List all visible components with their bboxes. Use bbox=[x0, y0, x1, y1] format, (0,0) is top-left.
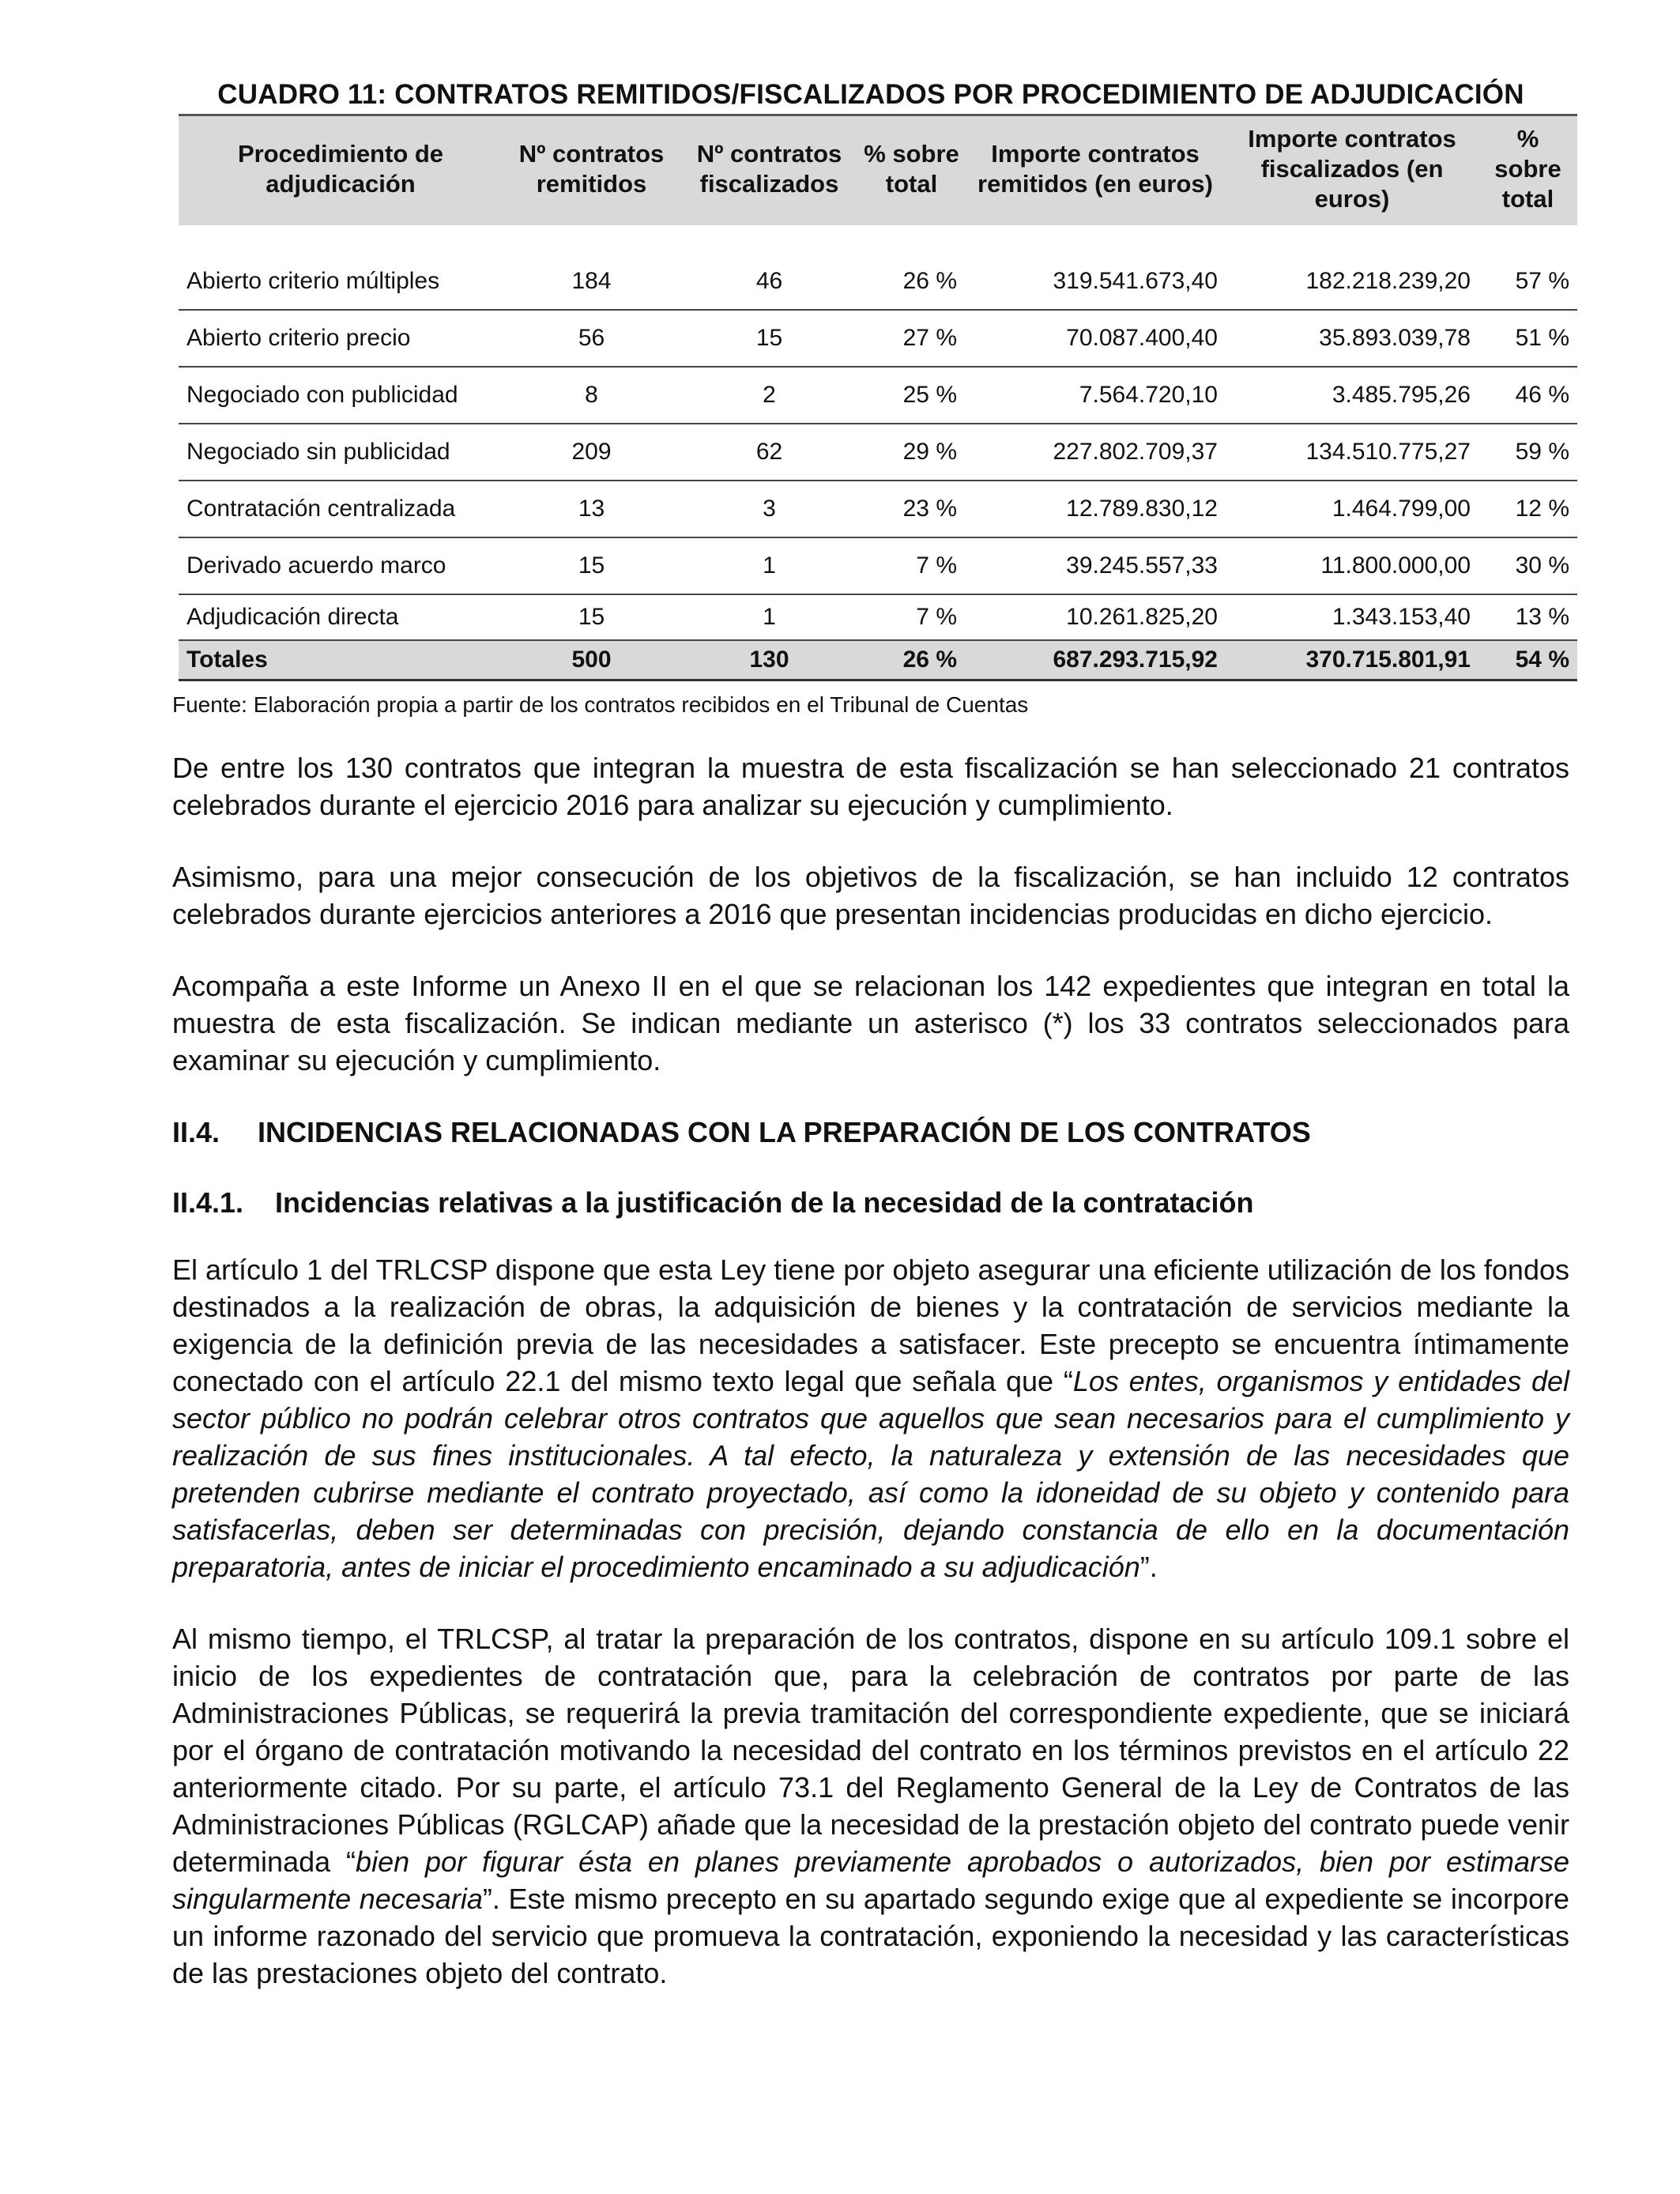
cell-importe-fiscalizados: 134.510.775,27 bbox=[1226, 424, 1478, 481]
cell-total-n-remitidos: 500 bbox=[503, 640, 680, 680]
header-procedimiento: Procedimiento de adjudicación bbox=[179, 115, 503, 226]
cell-pct-total: 29 % bbox=[858, 424, 965, 481]
cell-n-fiscalizados: 2 bbox=[680, 367, 858, 424]
cell-n-remitidos: 56 bbox=[503, 310, 680, 367]
cell-pct-importe: 30 % bbox=[1478, 537, 1577, 594]
table-row bbox=[179, 537, 1577, 594]
table-row bbox=[179, 481, 1577, 537]
cell-total-pct-importe: 54 % bbox=[1478, 640, 1577, 680]
cell-n-fiscalizados: 1 bbox=[680, 594, 858, 640]
cell-importe-fiscalizados: 1.464.799,00 bbox=[1226, 481, 1478, 537]
subsection-title: Incidencias relativas a la justificación de la necesidad de la contratación bbox=[275, 1186, 1254, 1219]
section-number: II.4. bbox=[172, 1116, 220, 1148]
contracts-table bbox=[179, 114, 1577, 681]
paragraph-4-text-a: El artículo 1 del TRLCSP dispone que esta Ley tiene por objeto asegurar una eficiente utilización de los fondos destinados a la realización de obras, la adquisición de bienes y la contratación de servicios mediante la exigencia de la definición previa de las necesidades a satisfacer. Este precepto se encuentra íntimamente conectado con el artículo 22.1 del mismo texto legal que señala que “ bbox=[172, 1253, 1569, 1397]
table-header-row bbox=[179, 115, 1577, 226]
cell-procedimiento: Negociado sin publicidad bbox=[179, 424, 503, 481]
cell-pct-total: 7 % bbox=[858, 594, 965, 640]
cell-procedimiento: Adjudicación directa bbox=[179, 594, 503, 640]
cell-procedimiento: Derivado acuerdo marco bbox=[179, 537, 503, 594]
table-row bbox=[179, 424, 1577, 481]
cell-pct-total: 26 % bbox=[858, 254, 965, 310]
cell-n-remitidos: 13 bbox=[503, 481, 680, 537]
header-importe-fiscalizados: Importe contratos fiscalizados (en euros) bbox=[1226, 115, 1478, 226]
header-n-remitidos: Nº contratos remitidos bbox=[503, 115, 680, 226]
paragraph-5-text-b: ”. Este mismo precepto en su apartado segundo exige que al expediente se incorpore un informe razonado del servicio que promueva la contratación, exponiendo la necesidad y las características de las prestaciones objeto del contrato. bbox=[172, 1883, 1569, 1989]
cell-importe-remitidos: 7.564.720,10 bbox=[965, 367, 1226, 424]
paragraph-2: Asimismo, para una mejor consecución de los objetivos de la fiscalización, se han incluido 12 contratos celebrados durante ejercicios anteriores a 2016 que presentan incidencias producidas en dicho ejercicio. bbox=[172, 861, 1569, 930]
paragraph-5-quote: bien por figurar ésta en planes previamente aprobados o autorizados, bien por estimarse singularmente necesaria bbox=[172, 1845, 1569, 1915]
totals-row bbox=[179, 640, 1577, 680]
cell-pct-importe: 57 % bbox=[1478, 254, 1577, 310]
cell-importe-remitidos: 12.789.830,12 bbox=[965, 481, 1226, 537]
cell-pct-importe: 51 % bbox=[1478, 310, 1577, 367]
cell-importe-fiscalizados: 1.343.153,40 bbox=[1226, 594, 1478, 640]
cell-procedimiento: Negociado con publicidad bbox=[179, 367, 503, 424]
cell-procedimiento: Abierto criterio múltiples bbox=[179, 254, 503, 310]
table-title: CUADRO 11: CONTRATOS REMITIDOS/FISCALIZADOS POR PROCEDIMIENTO DE ADJUDICACIÓN bbox=[217, 79, 1524, 110]
table-row bbox=[179, 310, 1577, 367]
header-pct-total: % sobre total bbox=[858, 115, 965, 226]
cell-importe-remitidos: 70.087.400,40 bbox=[965, 310, 1226, 367]
cell-pct-importe: 59 % bbox=[1478, 424, 1577, 481]
cell-n-fiscalizados: 1 bbox=[680, 537, 858, 594]
table-row bbox=[179, 367, 1577, 424]
cell-importe-remitidos: 319.541.673,40 bbox=[965, 254, 1226, 310]
section-heading bbox=[172, 1114, 1569, 1151]
cell-total-pct: 26 % bbox=[858, 640, 965, 680]
header-n-fiscalizados: Nº contratos fiscalizados bbox=[680, 115, 858, 226]
cell-n-remitidos: 15 bbox=[503, 537, 680, 594]
cell-n-fiscalizados: 62 bbox=[680, 424, 858, 481]
cell-n-remitidos: 8 bbox=[503, 367, 680, 424]
cell-total-n-fiscalizados: 130 bbox=[680, 640, 858, 680]
paragraph-5-text-a: Al mismo tiempo, el TRLCSP, al tratar la preparación de los contratos, dispone en su artículo 109.1 sobre el inicio de los expedientes de contratación que, para la celebración de contratos por parte de las Administraciones Públicas, se requerirá la previa tramitación del correspondiente expediente, que se iniciará por el órgano de contratación motivando la necesidad del contrato en los términos previstos en el artículo 22 anteriormente citado. Por su parte, el artículo 73.1 del Reglamento General de la Ley de Contratos de las Administraciones Públicas (RGLCAP) añade que la necesidad de la prestación objeto del contrato puede venir determinada “ bbox=[172, 1623, 1569, 1878]
paragraph-5 bbox=[172, 1620, 1569, 1992]
cell-importe-remitidos: 227.802.709,37 bbox=[965, 424, 1226, 481]
cell-n-fiscalizados: 15 bbox=[680, 310, 858, 367]
cell-importe-fiscalizados: 11.800.000,00 bbox=[1226, 537, 1478, 594]
cell-n-remitidos: 15 bbox=[503, 594, 680, 640]
cell-pct-importe: 12 % bbox=[1478, 481, 1577, 537]
cell-importe-fiscalizados: 35.893.039,78 bbox=[1226, 310, 1478, 367]
cell-total-importe-fiscalizados: 370.715.801,91 bbox=[1226, 640, 1478, 680]
paragraph-1: De entre los 130 contratos que integran la muestra de esta fiscalización se han seleccionado 21 contratos celebrados durante el ejercicio 2016 para analizar su ejecución y cumplimiento. bbox=[172, 752, 1569, 821]
cell-totales-label: Totales bbox=[179, 640, 503, 680]
cell-n-remitidos: 209 bbox=[503, 424, 680, 481]
paragraph-4-text-b: ”. bbox=[1139, 1551, 1158, 1583]
cell-n-fiscalizados: 46 bbox=[680, 254, 858, 310]
document-page bbox=[172, 79, 1569, 1992]
cell-importe-remitidos: 10.261.825,20 bbox=[965, 594, 1226, 640]
cell-pct-total: 25 % bbox=[858, 367, 965, 424]
table-row bbox=[179, 594, 1577, 640]
table-source: Fuente: Elaboración propia a partir de los contratos recibidos en el Tribunal de Cuentas bbox=[172, 692, 1029, 717]
paragraph-3: Acompaña a este Informe un Anexo II en el que se relacionan los 142 expedientes que integran en total la muestra de esta fiscalización. Se indican mediante un asterisco (*) los 33 contratos seleccionados para examinar su ejecución y cumplimiento. bbox=[172, 970, 1569, 1076]
cell-pct-total: 23 % bbox=[858, 481, 965, 537]
header-importe-remitidos: Importe contratos remitidos (en euros) bbox=[965, 115, 1226, 226]
cell-n-fiscalizados: 3 bbox=[680, 481, 858, 537]
cell-pct-total: 27 % bbox=[858, 310, 965, 367]
table-row bbox=[179, 254, 1577, 310]
cell-pct-total: 7 % bbox=[858, 537, 965, 594]
header-pct-importe: % sobre total bbox=[1478, 115, 1577, 226]
cell-procedimiento: Abierto criterio precio bbox=[179, 310, 503, 367]
cell-n-remitidos: 184 bbox=[503, 254, 680, 310]
cell-procedimiento: Contratación centralizada bbox=[179, 481, 503, 537]
paragraph-4 bbox=[172, 1251, 1569, 1585]
cell-importe-fiscalizados: 182.218.239,20 bbox=[1226, 254, 1478, 310]
subsection-heading bbox=[172, 1184, 1569, 1221]
cell-pct-importe: 13 % bbox=[1478, 594, 1577, 640]
cell-importe-remitidos: 39.245.557,33 bbox=[965, 537, 1226, 594]
cell-total-importe-remitidos: 687.293.715,92 bbox=[965, 640, 1226, 680]
cell-importe-fiscalizados: 3.485.795,26 bbox=[1226, 367, 1478, 424]
cell-pct-importe: 46 % bbox=[1478, 367, 1577, 424]
paragraph-4-quote: Los entes, organismos y entidades del sector público no podrán celebrar otros contratos que aquellos que sean necesarios para el cumplimiento y realización de sus fines institucionales. A tal efecto, la naturaleza y extensión de las necesidades que pretenden cubrirse mediante el contrato proyectado, así como la idoneidad de su objeto y contenido para satisfacerlas, deben ser determinadas con precisión, dejando constancia de ello en la documentación preparatoria, antes de iniciar el procedimiento encaminado a su adjudicación bbox=[172, 1365, 1570, 1583]
subsection-number: II.4.1. bbox=[172, 1186, 244, 1219]
section-title: INCIDENCIAS RELACIONADAS CON LA PREPARACIÓN DE LOS CONTRATOS bbox=[258, 1116, 1311, 1148]
